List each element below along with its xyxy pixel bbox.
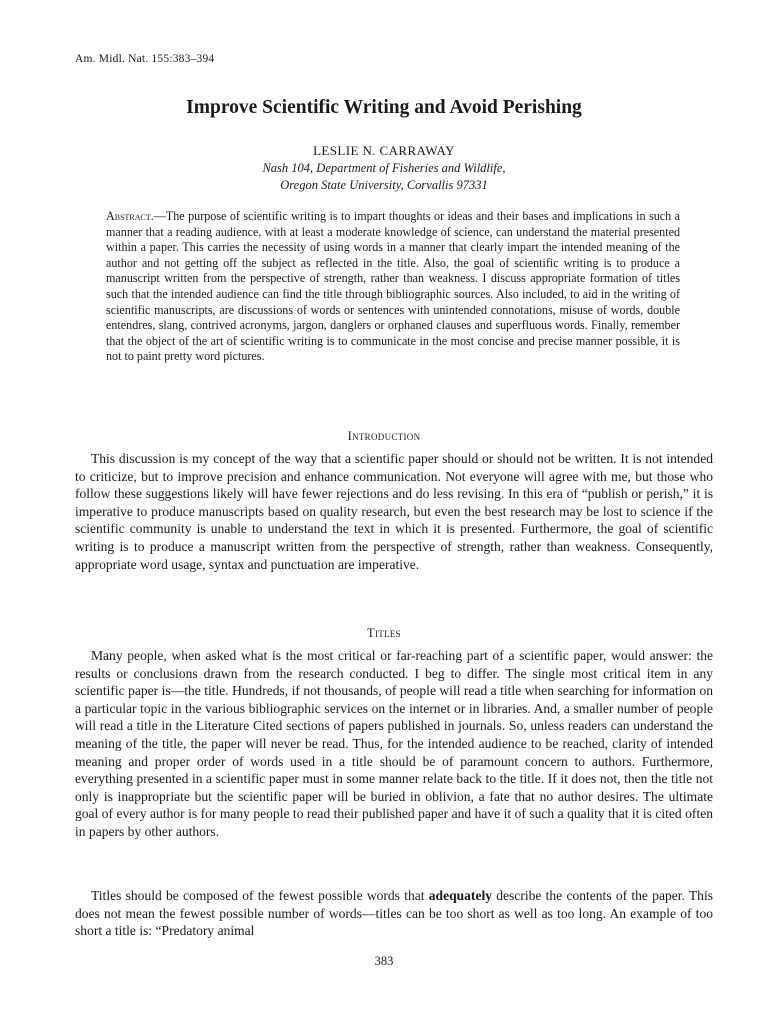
page-number: 383 [374, 954, 394, 968]
author-affiliation-line1: Nash 104, Department of Fisheries and Wildlife, [262, 161, 506, 175]
introduction-paragraph: This discussion is my concept of the way that a scientific paper should or should not be written. It is not intended to criticize, but to improve precision and enhance communication. Not everyone will agree with me, but those who follow these suggestions likely will have fewer rejections and do less revising. In this era of “publish or perish,” it is imperative to produce manuscripts based on quality research, but even the best research may be lost to science if the scientific community is unable to understand the text in which it is presented. Furthermore, the goal of scientific writing is to produce a manuscript written from the perspective of strength, rather than weakness. Consequently, appropriate word usage, syntax and punctuation are imperative. [75, 451, 713, 572]
abstract-text: —The purpose of scientific writing is to impart thoughts or ideas and their bases and implications in such a manner that a reading audience, with at least a moderate knowledge of science, can understand the material presented within a paper. This carries the necessity of using words in a manner that clearly impart the intended meaning of the author and not getting off the subject as reflected in the title. Also, the goal of scientific writing is to produce a manuscript written from the perspective of strength, rather than weakness. I discuss appropriate formation of titles such that the intended audience can find the title through bibliographic sources. Also included, to aid in the writing of scientific manuscripts, are discussions of words or sentences with unintended connotations, misuse of words, double entendres, slang, contrived acronyms, jargon, danglers or orphaned clauses and superfluous words. Finally, remember that the object of the art of scientific writing is to communicate in the most concise and precise manner possible, it is not to paint pretty word pictures. [106, 209, 680, 364]
journal-reference: Am. Midl. Nat. 155:383–394 [75, 53, 215, 65]
author-affiliation-line2: Oregon State University, Corvallis 97331 [280, 178, 488, 192]
section-heading-titles: Titles [367, 626, 401, 640]
titles-paragraph-2 [75, 887, 713, 940]
emphasized-word: adequately [428, 888, 492, 903]
titles-paragraph-2-start: Titles should be composed of the fewest possible words that [91, 888, 429, 903]
titles-paragraph-2-end: describe the contents of the paper. This does not mean the fewest possible number of words—titles can be too short as well as too long. An example of too short a title is: “Predatory animal [75, 888, 713, 939]
section-heading-introduction: Introduction [347, 429, 421, 443]
author-name: LESLIE N. CARRAWAY [313, 143, 455, 158]
article-title: Improve Scientific Writing and Avoid Perishing [186, 97, 582, 118]
abstract-label: Abstract. [106, 209, 154, 223]
abstract [106, 209, 680, 365]
titles-paragraph-1: Many people, when asked what is the most critical or far-reaching part of a scientific paper, would answer: the results or conclusions drawn from the research conducted. I beg to differ. The single most critical item in any scientific paper is—the title. Hundreds, if not thousands, of people will read a title when searching for information on a particular topic in the various bibliographic services on the internet or in libraries. And, a smaller number of people will read a title in the Literature Cited sections of papers published in journals. So, unless readers can understand the meaning of the title, the paper will never be read. Thus, for the intended audience to be reached, clarity of intended meaning and proper order of words used in a title should be of paramount concern to authors. Furthermore, everything presented in a scientific paper must in some manner relate back to the title. If it does not, then the title not only is inappropriate but the scientific paper will be buried in oblivion, a fate that no author desires. The ultimate goal of every author is for many people to read their published paper and have it of such a quality that it is cited often in papers by other authors. [75, 648, 713, 839]
